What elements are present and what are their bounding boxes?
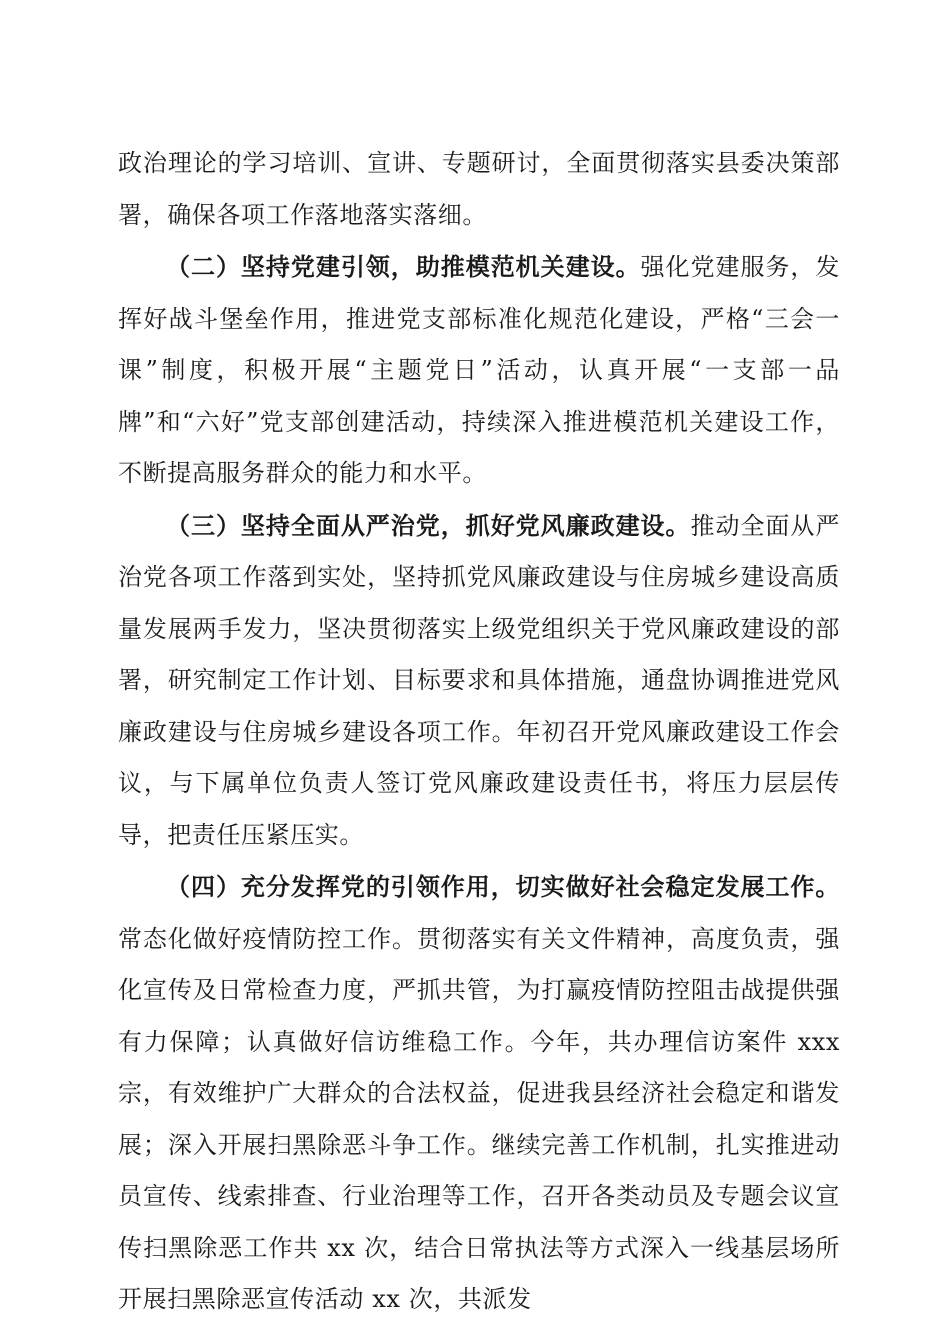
section-heading: （四）充分发挥党的引领作用，切实做好社会稳定发展工作。 xyxy=(166,872,840,901)
paragraph-section-4 xyxy=(118,861,840,1326)
paragraph-continuation xyxy=(118,138,840,241)
document-body xyxy=(118,138,840,1326)
paragraph-body: 推动全面从严治党各项工作落到实处，坚持抓党风廉政建设与住房城乡建设高质量发展两手发力，坚决贯彻落实上级党组织关于党风廉政建设的部署，研究制定工作计划、目标要求和具体措施，通盘协调推进党风廉政建设与住房城乡建设各项工作。年初召开党风廉政建设工作会议，与下属单位负责人签订党风廉政建设责任书，将压力层层传导，把责任压紧压实。 xyxy=(118,511,840,849)
paragraph-body: 政治理论的学习培训、宣讲、专题研讨，全面贯彻落实县委决策部署，确保各项工作落地落实落细。 xyxy=(118,149,840,229)
section-heading: （三）坚持全面从严治党，抓好党风廉政建设。 xyxy=(166,510,691,540)
section-heading: （二）坚持党建引领，助推模范机关建设。 xyxy=(166,252,641,281)
paragraph-section-3 xyxy=(118,500,840,862)
paragraph-section-2 xyxy=(118,241,840,500)
paragraph-body: 常态化做好疫情防控工作。贯彻落实有关文件精神，高度负责，强化宣传及日常检查力度，严抓共管，为打赢疫情防控阻击战提供强有力保障；认真做好信访维稳工作。今年，共办理信访案件 xxx 宗，有效维护广大群众的合法权益，促进我县经济社会稳定和谐发展；深入开展扫黑除恶斗争工作。继续完善工作机制，扎实推进动员宣传、线索排查、行业治理等工作，召开各类动员及专题会议宣传扫黑除恶工作共 xx 次，结合日常执法等方式深入一线基层场所开展扫黑除恶宣传活动 xx 次，共派发 xyxy=(118,924,840,1313)
paragraph-body: 强化党建服务，发挥好战斗堡垒作用，推进党支部标准化规范化建设，严格“三会一课”制度，积极开展“主题党日”活动，认真开展“一支部一品牌”和“六好”党支部创建活动，持续深入推进模范机关建设工作，不断提高服务群众的能力和水平。 xyxy=(118,253,840,487)
